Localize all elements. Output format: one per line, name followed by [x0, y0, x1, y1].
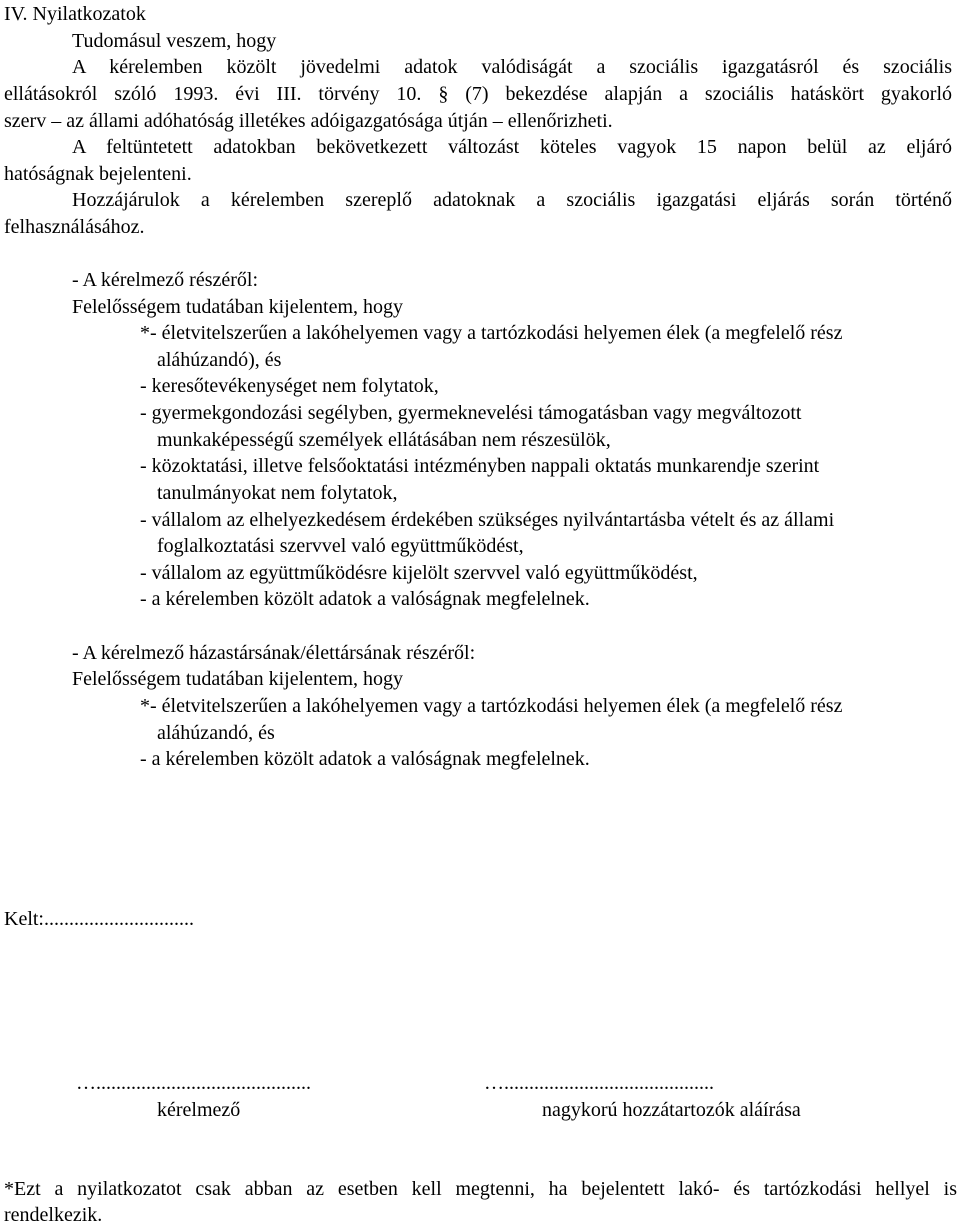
declaration-item: foglalkoztatási szervvel való együttműködést, — [157, 535, 524, 557]
declaration-item: - vállalom az elhelyezkedésem érdekében szükséges nyilvántartásba vételt és az állami — [140, 509, 835, 531]
spouse-intro: Felelősségem tudatában kijelentem, hogy — [72, 668, 404, 690]
applicant-heading: - A kérelmező részéről: — [72, 269, 259, 291]
paragraph-line: szerv – az állami adóhatóság illetékes adóigazgatósága útján – ellenőrizheti. — [4, 110, 613, 132]
declaration-item: - vállalom az együttműködésre kijelölt szervvel való együttműködést, — [140, 562, 698, 584]
declaration-item: - a kérelemben közölt adatok a valóságnak megfelelnek. — [140, 588, 590, 610]
declaration-item: - gyermekgondozási segélyben, gyermeknevelési támogatásban vagy megváltozott — [140, 402, 802, 424]
paragraph-line: Hozzájárulok a kérelemben szereplő adatoknak a szociális igazgatási eljárás során történő — [72, 189, 952, 211]
paragraph-line: felhasználásához. — [4, 216, 145, 238]
declaration-item: tanulmányokat nem folytatok, — [157, 482, 398, 504]
declaration-item: aláhúzandó, és — [157, 722, 275, 744]
declaration-item: *- életvitelszerűen a lakóhelyemen vagy a tartózkodási helyemen élek (a megfelelő rész — [140, 322, 843, 344]
spouse-heading: - A kérelmező házastársának/élettársának részéről: — [72, 642, 476, 664]
paragraph-line: ellátásokról szóló 1993. évi III. törvény 10. § (7) bekezdése alapján a szociális hatáskört gyakorló — [4, 83, 952, 105]
declaration-item: aláhúzandó), és — [157, 349, 282, 371]
declaration-item: - közoktatási, illetve felsőoktatási intézményben nappali oktatás munkarendje szerint — [140, 455, 820, 477]
signature-line-relatives: ….......................................... — [484, 1072, 714, 1094]
signature-label-relatives: nagykorú hozzátartozók aláírása — [542, 1099, 801, 1121]
date-field: Kelt:.............................. — [4, 908, 194, 930]
signature-line-applicant: …........................................... — [76, 1072, 311, 1094]
section-heading: IV. Nyilatkozatok — [4, 3, 146, 25]
paragraph-line: A feltüntetett adatokban bekövetkezett változást köteles vagyok 15 napon belül az eljáró — [72, 136, 952, 158]
paragraph-line: A kérelemben közölt jövedelmi adatok valódiságát a szociális igazgatásról és szociális — [72, 56, 952, 78]
declaration-item: munkaképességű személyek ellátásában nem részesülök, — [157, 429, 611, 451]
applicant-intro: Felelősségem tudatában kijelentem, hogy — [72, 296, 404, 318]
declaration-item: *- életvitelszerűen a lakóhelyemen vagy a tartózkodási helyemen élek (a megfelelő rész — [140, 695, 843, 717]
section-intro: Tudomásul veszem, hogy — [72, 30, 277, 52]
declaration-item: - a kérelemben közölt adatok a valóságnak megfelelnek. — [140, 748, 590, 770]
signature-label-applicant: kérelmező — [157, 1099, 241, 1121]
footnote: rendelkezik. — [4, 1204, 103, 1226]
footnote: *Ezt a nyilatkozatot csak abban az esetben kell megtenni, ha bejelentett lakó- és tartózkodási hellyel is — [4, 1178, 957, 1200]
declaration-item: - keresőtevékenységet nem folytatok, — [140, 375, 439, 397]
paragraph-line: hatóságnak bejelenteni. — [4, 163, 192, 185]
